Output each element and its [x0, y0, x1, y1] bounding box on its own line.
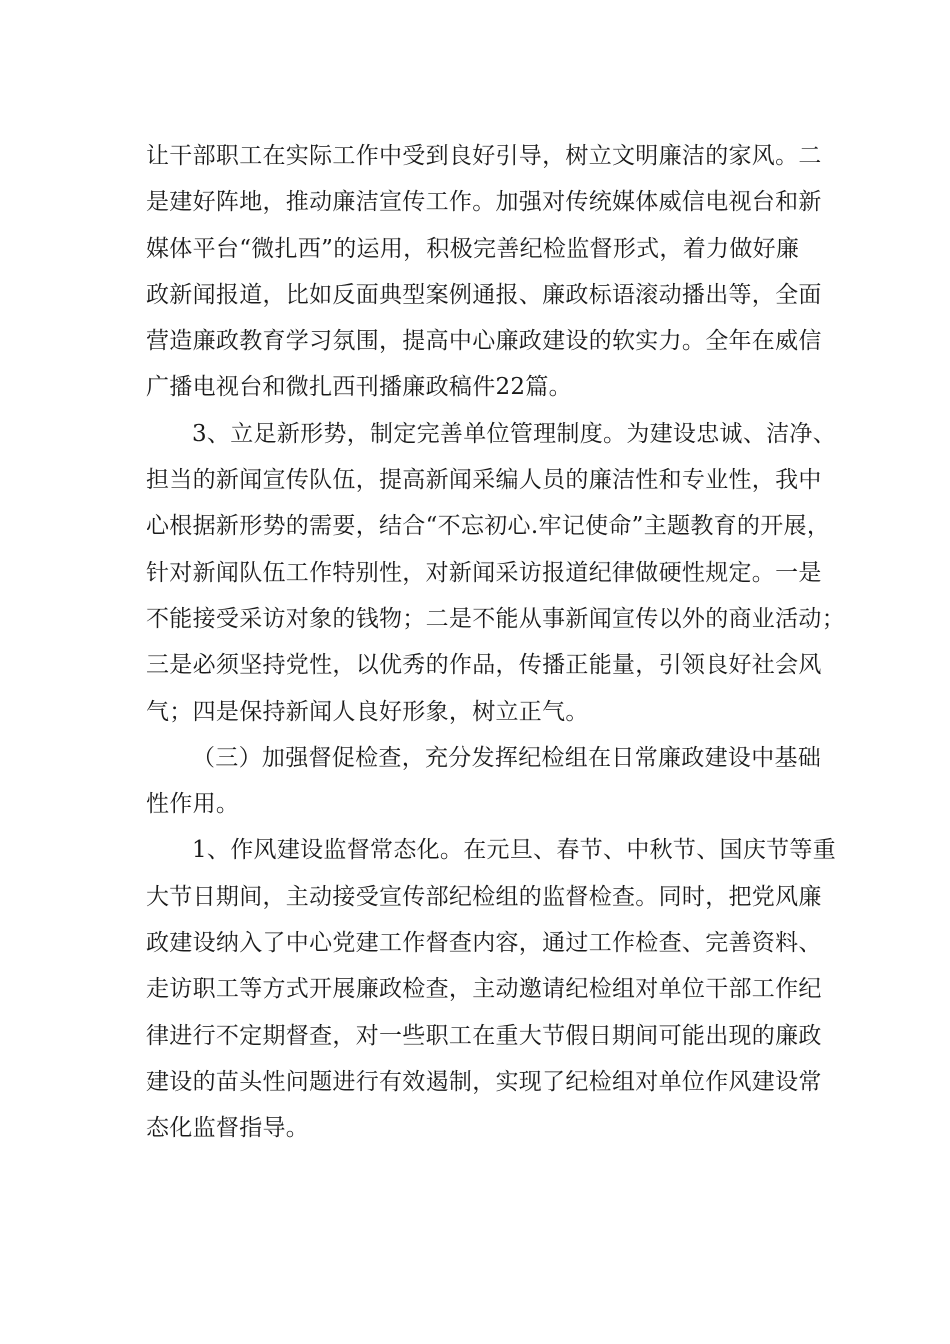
body-line: 走访职工等方式开展廉政检查，主动邀请纪检组对单位干部工作纪 [146, 976, 822, 1003]
body-line: 媒体平台“微扎西”的运用，积极完善纪检监督形式，着力做好廉 [146, 235, 800, 262]
paragraph-first-line: 1、作风建设监督常态化。在元旦、春节、中秋节、国庆节等重 [192, 837, 837, 864]
body-line: 针对新闻队伍工作特别性，对新闻采访报道纪律做硬性规定。一是 [146, 559, 822, 586]
body-line: 担当的新闻宣传队伍，提高新闻采编人员的廉洁性和专业性，我中 [146, 467, 822, 494]
body-line: 政建设纳入了中心党建工作督查内容，通过工作检查、完善资料、 [146, 930, 822, 957]
body-line: 律进行不定期督查，对一些职工在重大节假日期间可能出现的廉政 [146, 1022, 822, 1049]
paragraph-first-line: 3、立足新形势，制定完善单位管理制度。为建设忠诚、洁净、 [192, 420, 837, 447]
body-line: 心根据新形势的需要，结合“不忘初心.牢记使命”主题教育的开展， [146, 513, 831, 540]
body-line: 不能接受采访对象的钱物；二是不能从事新闻宣传以外的商业活动； [146, 605, 845, 632]
body-line: 政新闻报道，比如反面典型案例通报、廉政标语滚动播出等，全面 [146, 281, 822, 308]
body-line: 建设的苗头性问题进行有效遏制，实现了纪检组对单位作风建设常 [146, 1068, 822, 1095]
body-line: 是建好阵地，推动廉洁宣传工作。加强对传统媒体威信电视台和新 [146, 189, 822, 216]
body-line: 态化监督指导。 [146, 1115, 310, 1142]
body-line: 大节日期间，主动接受宣传部纪检组的监督检查。同时，把党风廉 [146, 883, 822, 910]
body-line: 三是必须坚持党性，以优秀的作品，传播正能量，引领良好社会风 [146, 652, 822, 679]
body-line: 气；四是保持新闻人良好形象，树立正气。 [146, 698, 589, 725]
section-heading-continued: 性作用。 [146, 791, 240, 818]
section-heading: （三）加强督促检查，充分发挥纪检组在日常廉政建设中基础 [192, 744, 822, 771]
body-line: 让干部职工在实际工作中受到良好引导，树立文明廉洁的家风。二 [146, 143, 822, 169]
body-line: 广播电视台和微扎西刊播廉政稿件22篇。 [146, 374, 572, 401]
document-body [146, 133, 845, 1152]
body-line: 营造廉政教育学习氛围，提高中心廉政建设的软实力。全年在威信 [146, 328, 822, 355]
